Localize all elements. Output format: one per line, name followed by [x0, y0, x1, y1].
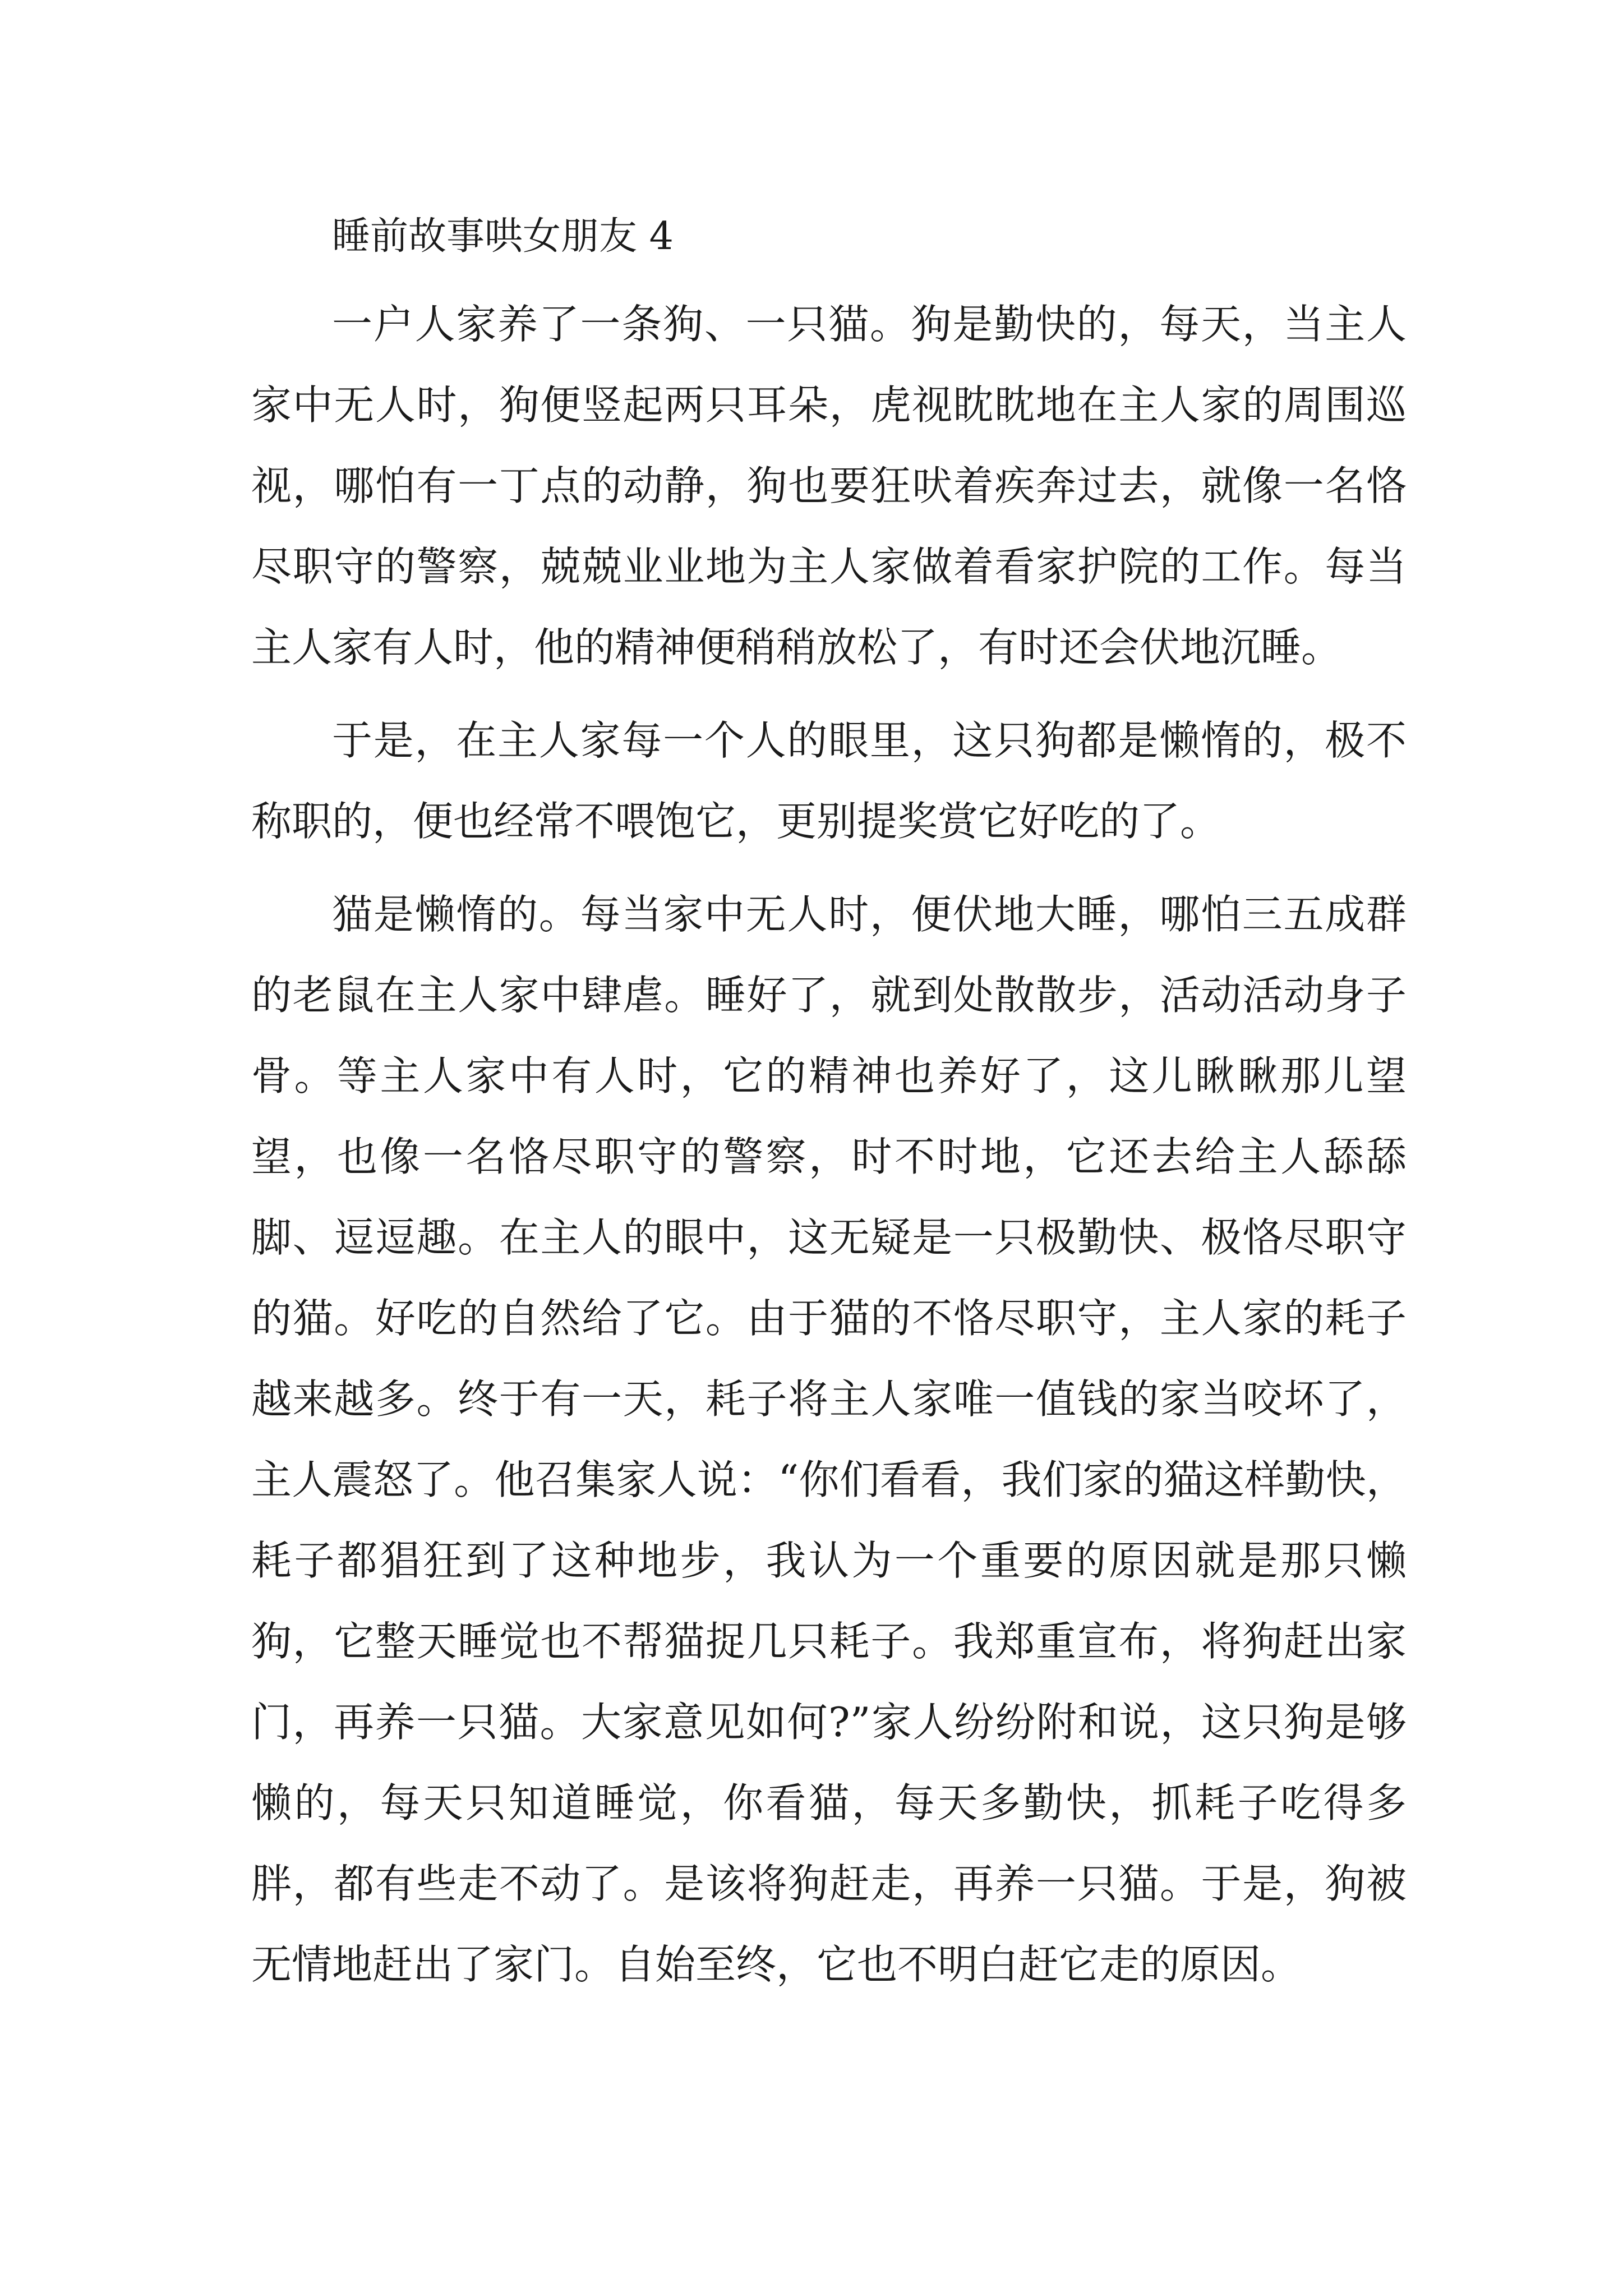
paragraph-2: 于是，在主人家每一个人的眼里，这只狗都是懒惰的，极不称职的，便也经常不喂饱它，更别提奖赏它好吃的了。 [251, 717, 1407, 845]
document-body [251, 209, 1407, 2005]
paragraph-1: 一户人家养了一条狗、一只猫。狗是勤快的，每天，当主人家中无人时，狗便竖起两只耳朵，虎视眈眈地在主人家的周围巡视，哪怕有一丁点的动静，狗也要狂吠着疾奔过去，就像一名恪尽职守的警察，兢兢业业地为主人家做着看家护院的工作。每当主人家有人时，他的精神便稍稍放松了，有时还会伏地沉睡。 [251, 301, 1407, 671]
paragraph-3: 猫是懒惰的。每当家中无人时，便伏地大睡，哪怕三五成群的老鼠在主人家中肆虐。睡好了，就到处散散步，活动活动身子骨。等主人家中有人时，它的精神也养好了，这儿瞅瞅那儿望望，也像一名恪尽职守的警察，时不时地，它还去给主人舔舔脚、逗逗趣。在主人的眼中，这无疑是一只极勤快、极恪尽职守的猫。好吃的自然给了它。由于猫的不恪尽职守，主人家的耗子越来越多。终于有一天，耗子将主人家唯一值钱的家当咬坏了，主人震怒了。他召集家人说：“你们看看，我们家的猫这样勤快，耗子都猖狂到了这种地步，我认为一个重要的原因就是那只懒狗，它整天睡觉也不帮猫捉几只耗子。我郑重宣布，将狗赶出家门，再养一只猫。大家意见如何?”家人纷纷附和说，这只狗是够懒的，每天只知道睡觉，你看猫，每天多勤快，抓耗子吃得多胖，都有些走不动了。是该将狗赶走，再养一只猫。于是，狗被无情地赶出了家门。自始至终，它也不明白赶它走的原因。 [251, 891, 1407, 1988]
document-title: 睡前故事哄女朋友 4 [332, 214, 674, 259]
